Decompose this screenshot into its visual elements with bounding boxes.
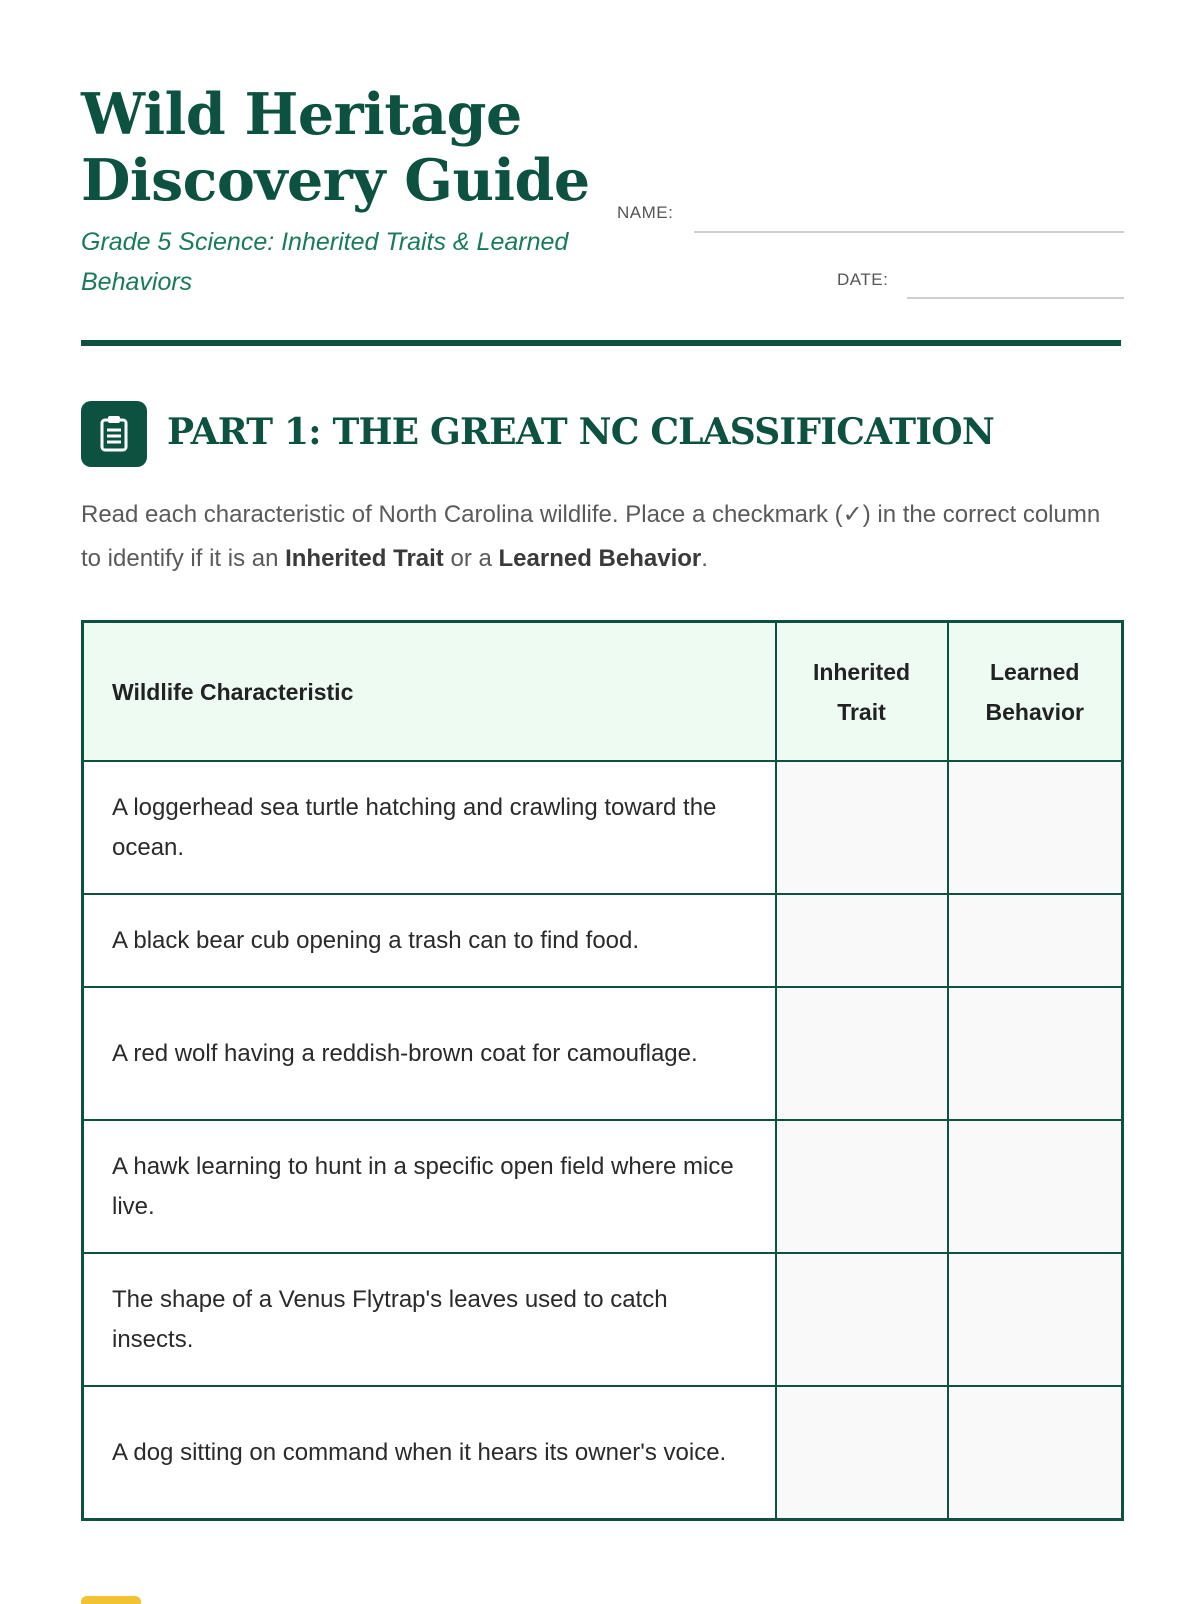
part1-instructions (81, 493, 1126, 581)
clipboard-icon (81, 401, 147, 467)
inherited-checkbox-cell[interactable] (776, 894, 948, 987)
part1-title: PART 1: THE GREAT NC CLASSIFICATION (167, 411, 994, 453)
page-title (81, 82, 590, 214)
column-header-inherited (776, 622, 948, 762)
date-label: DATE: (837, 270, 889, 289)
table-row (83, 1386, 1123, 1520)
learned-checkbox-cell[interactable] (948, 1386, 1123, 1520)
column-header-learned-label: Learned Behavior (985, 658, 1084, 725)
name-label: NAME: (617, 203, 674, 222)
learned-checkbox-cell[interactable] (948, 1120, 1123, 1253)
next-section-icon-edge (81, 1596, 141, 1604)
classification-table (81, 620, 1124, 1521)
characteristic-cell: A hawk learning to hunt in a specific open field where mice live. (83, 1120, 776, 1253)
characteristic-cell: The shape of a Venus Flytrap's leaves used to catch insects. (83, 1253, 776, 1386)
table-row (83, 894, 1123, 987)
instructions-text-mid: or a (443, 545, 499, 572)
table-row (83, 987, 1123, 1120)
instructions-text: Read each characteristic of North Carolina wildlife. Place a checkmark (✓) in the correct column to identify if it is an (81, 501, 1101, 572)
header-divider (81, 340, 1121, 346)
characteristic-cell: A loggerhead sea turtle hatching and crawling toward the ocean. (83, 761, 776, 894)
characteristic-cell: A red wolf having a reddish-brown coat for camouflage. (83, 987, 776, 1120)
inherited-checkbox-cell[interactable] (776, 1386, 948, 1520)
instructions-learned-term: Learned Behavior (498, 545, 702, 572)
characteristic-cell: A dog sitting on command when it hears its owner's voice. (83, 1386, 776, 1520)
title-line-1: Wild Heritage (81, 81, 522, 148)
page-subtitle: Grade 5 Science: Inherited Traits & Learned Behaviors (81, 228, 569, 296)
learned-checkbox-cell[interactable] (948, 894, 1123, 987)
inherited-checkbox-cell[interactable] (776, 761, 948, 894)
learned-checkbox-cell[interactable] (948, 1253, 1123, 1386)
instructions-text-end: . (701, 545, 708, 572)
characteristic-cell: A black bear cub opening a trash can to find food. (83, 894, 776, 987)
column-header-learned (948, 622, 1123, 762)
name-field[interactable] (694, 231, 1124, 233)
column-header-characteristic: Wildlife Characteristic (83, 622, 776, 762)
table-row (83, 1253, 1123, 1386)
date-field[interactable] (907, 297, 1124, 299)
inherited-checkbox-cell[interactable] (776, 987, 948, 1120)
table-header-row (83, 622, 1123, 762)
inherited-checkbox-cell[interactable] (776, 1253, 948, 1386)
instructions-inherited-term: Inherited Trait (285, 545, 444, 572)
title-line-2: Discovery Guide (81, 147, 590, 214)
worksheet-header (81, 0, 1121, 350)
column-header-inherited-label: Inherited Trait (812, 658, 911, 725)
learned-checkbox-cell[interactable] (948, 987, 1123, 1120)
table-row (83, 1120, 1123, 1253)
worksheet-page (81, 0, 1121, 1466)
table-row (83, 761, 1123, 894)
inherited-checkbox-cell[interactable] (776, 1120, 948, 1253)
learned-checkbox-cell[interactable] (948, 761, 1123, 894)
